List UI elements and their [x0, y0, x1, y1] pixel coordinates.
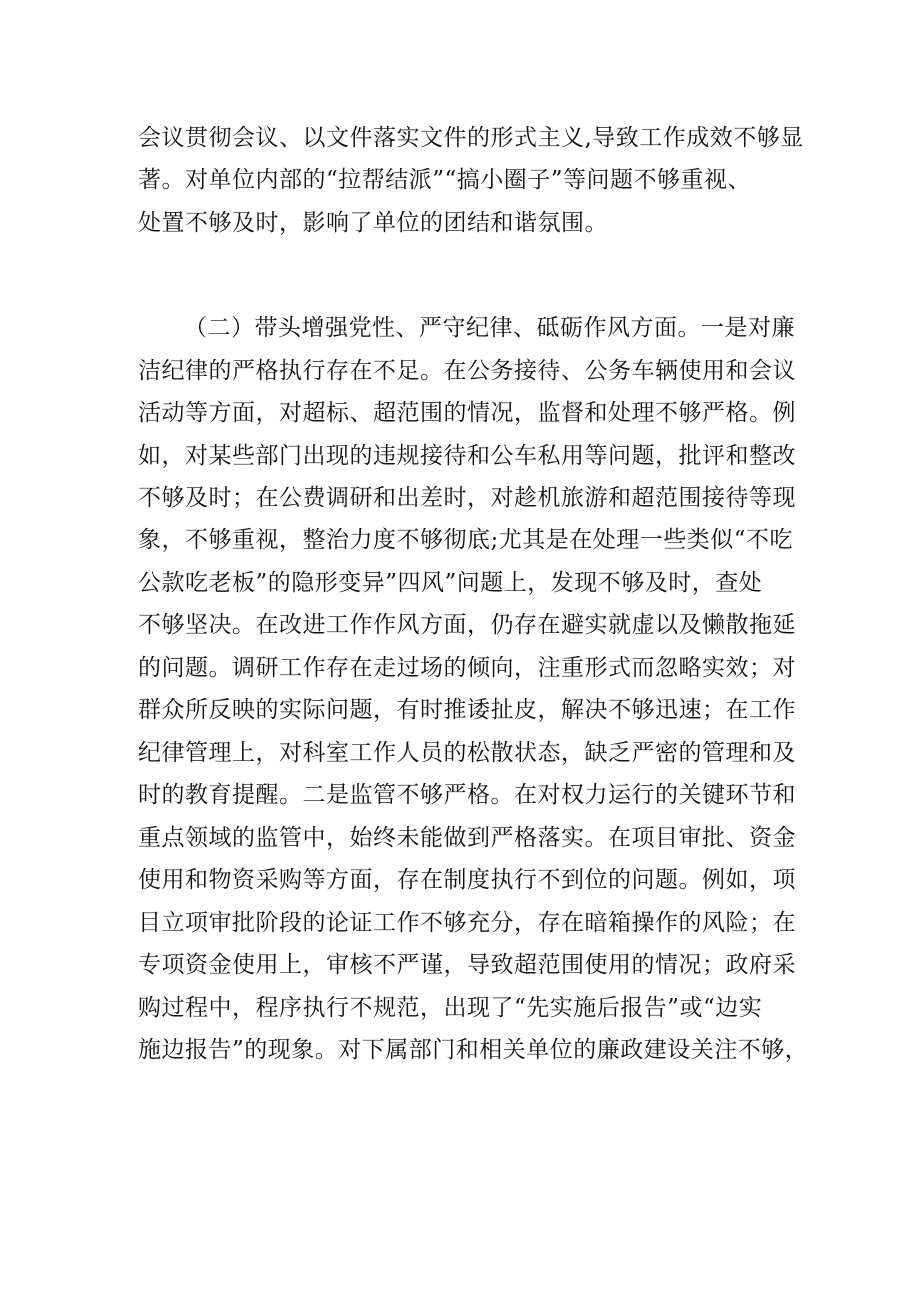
paragraph-2-line-12: 时的教育提醒。二是监管不够严格。在对权力运行的关键环节和 — [138, 782, 796, 808]
paragraph-2-line-9: 的问题。调研工作存在走过场的倾向，注重形式而忽略实效；对 — [138, 655, 796, 681]
paragraph-2-line-18: 施边报告”的现象。对下属部门和相关单位的廉政建设关注不够， — [138, 1037, 809, 1063]
paragraph-2-line-1: （二）带头增强党性、严守纪律、砥砺作风方面。一是对廉 — [184, 315, 795, 341]
paragraph-2-line-17: 购过程中，程序执行不规范，出现了“先实施后报告”或“边实 — [138, 995, 763, 1021]
paragraph-2-line-3: 活动等方面，对超标、超范围的情况，监督和处理不够严格。例 — [138, 400, 796, 426]
paragraph-2-line-7: 公款吃老板”的隐形变异”四风”问题上，发现不够及时，查处 — [138, 570, 763, 596]
paragraph-2-line-2: 洁纪律的严格执行存在不足。在公务接待、公务车辆使用和会议 — [138, 358, 796, 384]
paragraph-2-line-15: 目立项审批阶段的论证工作不够充分，存在暗箱操作的风险；在 — [138, 910, 796, 936]
paragraph-2-line-5: 不够及时；在公费调研和出差时，对趁机旅游和超范围接待等现 — [138, 485, 796, 511]
paragraph-2-line-10: 群众所反映的实际问题，有时推诿扯皮，解决不够迅速；在工作 — [138, 697, 796, 723]
paragraph-2-line-14: 使用和物资采购等方面，存在制度执行不到位的问题。例如，项 — [138, 867, 796, 893]
paragraph-1-line-3: 处置不够及时，影响了单位的团结和谐氛围。 — [138, 210, 608, 236]
paragraph-2-line-8: 不够坚决。在改进工作作风方面，仍存在避实就虚以及懒散拖延 — [138, 612, 796, 638]
paragraph-1-line-2: 著。对单位内部的“拉帮结派”“搞小圈子”等问题不够重视、 — [138, 167, 752, 193]
paragraph-2-line-13: 重点领域的监管中，始终未能做到严格落实。在项目审批、资金 — [138, 825, 796, 851]
paragraph-2-line-6: 象，不够重视，整治力度不够彻底;尤其是在处理一些类似“不吃 — [138, 527, 794, 553]
paragraph-1-line-1: 会议贯彻会议、以文件落实文件的形式主义,导致工作成效不够显 — [138, 125, 804, 151]
paragraph-2-line-4: 如，对某些部门出现的违规接待和公车私用等问题，批评和整改 — [138, 443, 796, 469]
paragraph-2-line-11: 纪律管理上，对科室工作人员的松散状态，缺乏严密的管理和及 — [138, 740, 796, 766]
paragraph-2-line-16: 专项资金使用上，审核不严谨，导致超范围使用的情况；政府采 — [138, 952, 796, 978]
